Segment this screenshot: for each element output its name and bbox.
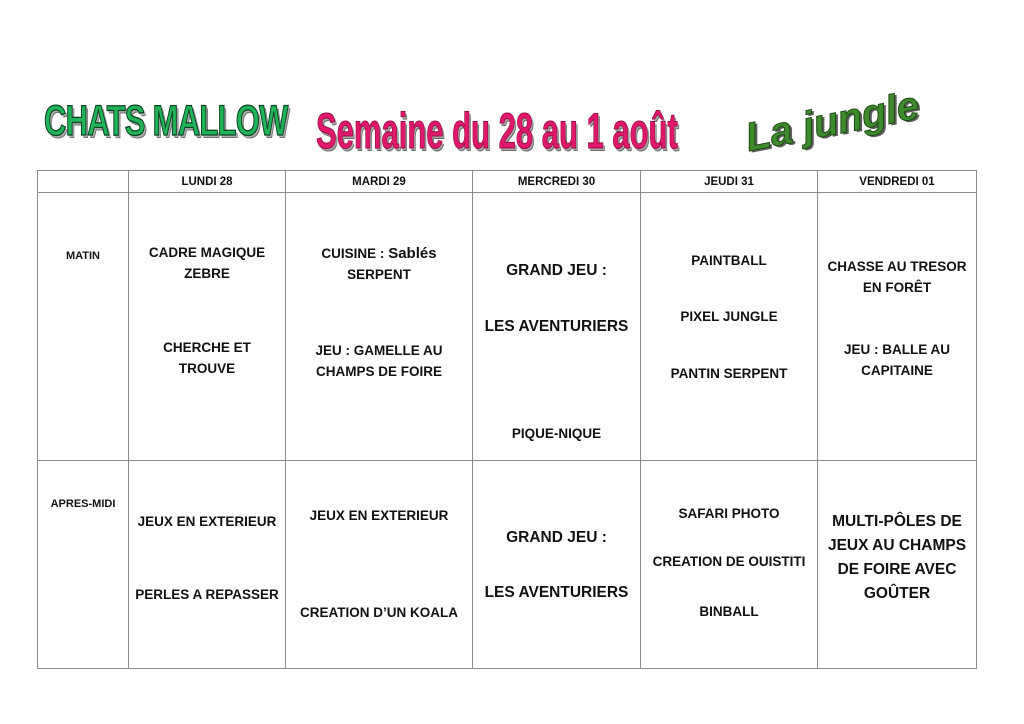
activity-les-aventuriers: LES AVENTURIERS bbox=[484, 318, 629, 335]
day-header-monday: LUNDI 28 bbox=[129, 171, 286, 193]
cell-thursday-morning bbox=[641, 193, 818, 461]
activity-les-aventuriers: LES AVENTURIERS bbox=[484, 584, 629, 601]
activity-paintball: PAINTBALL bbox=[691, 253, 767, 268]
activity-pixel-jungle: PIXEL JUNGLE bbox=[680, 309, 778, 324]
cell-wednesday-afternoon bbox=[473, 461, 641, 669]
theme-title: La jungle bbox=[741, 83, 923, 160]
cell-thursday-afternoon bbox=[641, 461, 818, 669]
table-row-morning bbox=[38, 193, 977, 461]
activity-jeu-gamelle: JEU : GAMELLE AU CHAMPS DE FOIRE bbox=[315, 343, 443, 379]
cell-friday-morning bbox=[818, 193, 977, 461]
day-header-thursday: JEUDI 31 bbox=[641, 171, 818, 193]
weekly-schedule-table bbox=[37, 170, 977, 669]
cell-friday-afternoon bbox=[818, 461, 977, 669]
activity-creation-koala: CREATION D’UN KOALA bbox=[300, 605, 458, 620]
period-label-afternoon: APRES-MIDI bbox=[38, 461, 129, 669]
period-label-morning: MATIN bbox=[38, 193, 129, 461]
day-header-tuesday: MARDI 29 bbox=[286, 171, 473, 193]
cell-tuesday-afternoon bbox=[286, 461, 473, 669]
activity-balle-au-capitaine: JEU : BALLE AU CAPITAINE bbox=[843, 342, 950, 378]
week-title: Semaine du 28 au 1 août bbox=[316, 103, 678, 159]
activity-pique-nique: PIQUE-NIQUE bbox=[511, 426, 602, 441]
table-row-afternoon bbox=[38, 461, 977, 669]
activity-jeux-en-exterieur: JEUX EN EXTERIEUR bbox=[309, 508, 449, 523]
brand-title: CHATS MALLOW bbox=[44, 97, 288, 145]
activity-creation-ouistiti: CREATION DE OUISTITI bbox=[652, 554, 806, 569]
cell-wednesday-morning bbox=[473, 193, 641, 461]
cell-monday-afternoon bbox=[129, 461, 286, 669]
activity-grand-jeu-label: GRAND JEU : bbox=[506, 262, 607, 279]
activity-grand-jeu-label: GRAND JEU : bbox=[506, 529, 607, 546]
activity-cherche-et-trouve: CHERCHE ET TROUVE bbox=[163, 340, 251, 376]
activity-jeux-en-exterieur: JEUX EN EXTERIEUR bbox=[137, 514, 277, 529]
table-header-row bbox=[38, 171, 977, 193]
activity-cuisine-sables: CUISINE : Sablés SERPENT bbox=[321, 245, 437, 282]
cell-tuesday-morning bbox=[286, 193, 473, 461]
activity-perles-a-repasser: PERLES A REPASSER bbox=[135, 587, 279, 602]
activity-multi-poles: MULTI-PÔLES DE JEUX AU CHAMPS DE FOIRE AVEC GOÛTER bbox=[827, 513, 967, 602]
corner-cell bbox=[38, 171, 129, 193]
cell-monday-morning bbox=[129, 193, 286, 461]
activity-binball: BINBALL bbox=[699, 604, 759, 619]
activity-safari-photo: SAFARI PHOTO bbox=[678, 506, 780, 521]
day-header-friday: VENDREDI 01 bbox=[818, 171, 977, 193]
activity-pantin-serpent: PANTIN SERPENT bbox=[670, 366, 788, 381]
day-header-wednesday: MERCREDI 30 bbox=[473, 171, 641, 193]
activity-cadre-magique: CADRE MAGIQUE ZEBRE bbox=[148, 245, 266, 281]
activity-chasse-au-tresor: CHASSE AU TRESOR EN FORÊT bbox=[827, 259, 967, 295]
